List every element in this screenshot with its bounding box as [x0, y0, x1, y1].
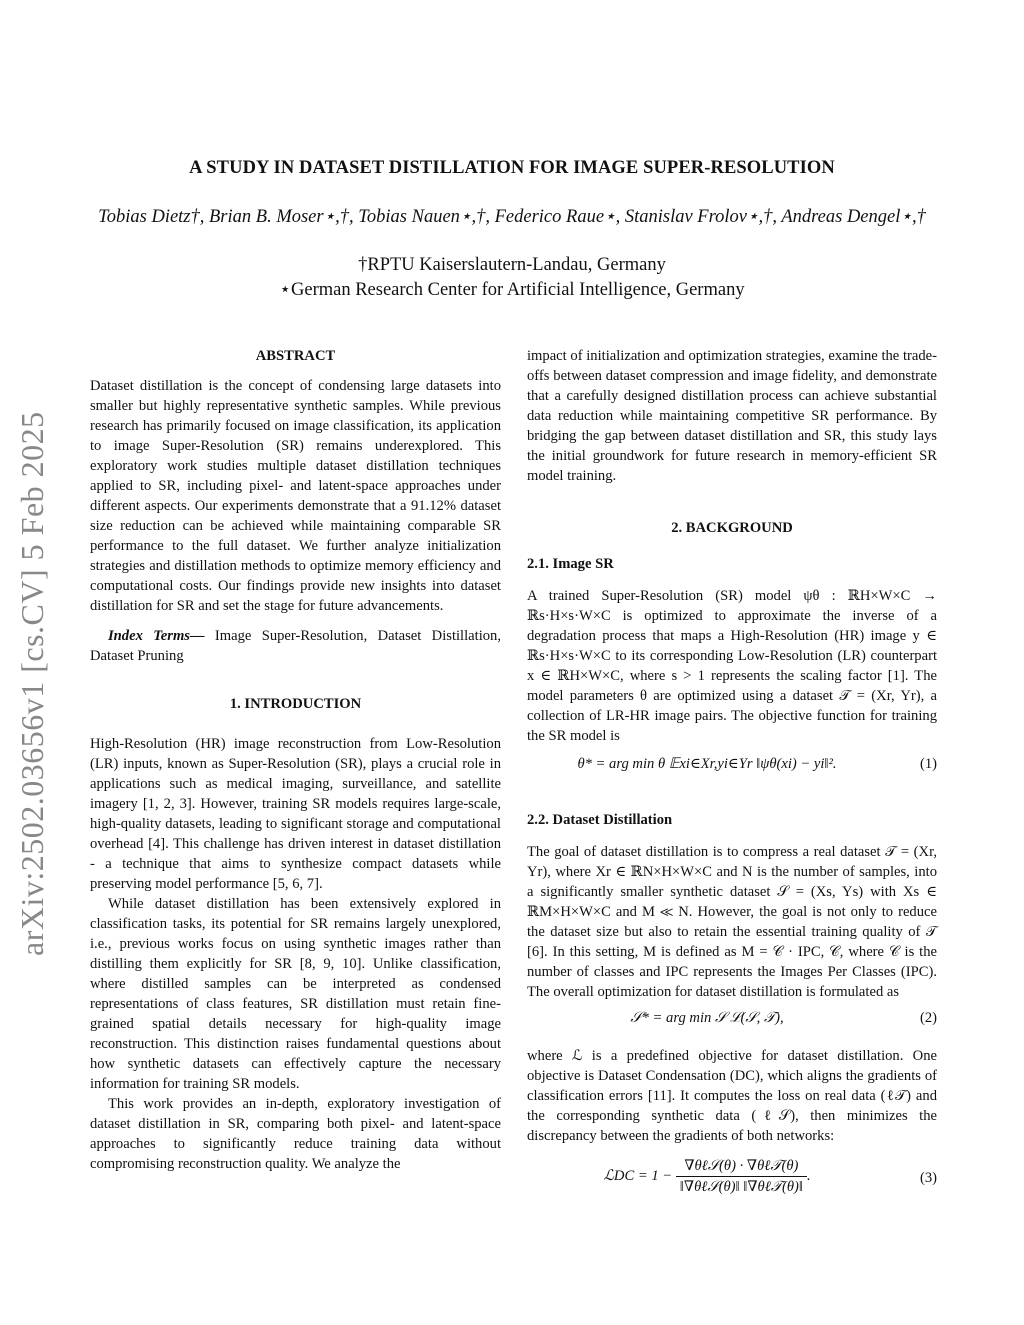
background-heading: 2. BACKGROUND — [671, 520, 793, 536]
equation-3-numerator: ∇θℓ𝒮(θ) · ∇θℓ𝒯(θ) — [676, 1156, 807, 1177]
intro-paragraph-3-continued: impact of initialization and optimization strategies, examine the trade-offs between dataset compression and image fidelity, and demonstrate that a carefully designed distillation process can achieve substantial data reduction while maintaining competitive SR performance. By bridging the gap between dataset distillation and SR, this study lays the initial groundwork for future research in memory-efficient SR model training. — [527, 348, 937, 484]
equation-3-number: (3) — [919, 1170, 937, 1186]
equation-1 — [527, 754, 937, 776]
subsection-dataset-distillation: 2.2. Dataset Distillation — [527, 812, 673, 828]
equation-2 — [527, 1008, 937, 1030]
index-terms-label: Index Terms— — [108, 628, 205, 644]
affiliation-2: ⋆German Research Center for Artificial Intelligence, Germany — [279, 280, 745, 300]
dataset-distillation-paragraph-1: The goal of dataset distillation is to compress a real dataset 𝒯 = (Xr, Yr), where Xr ∈ ℝN×H×W×C and N is the number of samples, into a significantly smaller synthetic dataset 𝒮 = (Xs, Ys) with Xs ∈ ℝM×H×W×C and M ≪ N. However, the goal is not only to reduce the dataset size but also to retain the essential training quality of 𝒯 [6]. In this setting, M is defined as M = 𝒞 · IPC, 𝒞, where 𝒞 is the number of classes and IPC represents the Images Per Classes (IPC). The overall optimization for dataset distillation is formulated as — [527, 844, 937, 1000]
paper-title: A STUDY IN DATASET DISTILLATION FOR IMAGE SUPER-RESOLUTION — [189, 158, 835, 178]
intro-paragraph-3: This work provides an in-depth, exploratory investigation of dataset distillation in SR, comparing both pixel- and latent-space approaches to significantly reduce training data without compromising reconstruction quality. We analyze the — [90, 1096, 501, 1172]
arxiv-identifier: arXiv:2502.03656v1 [cs.CV] 5 Feb 2025 — [14, 411, 50, 956]
equation-1-expression: θ* = arg min θ 𝔼xi∈Xr,yi∈Yr ‖ψθ(xi) − yi‖². — [577, 756, 837, 772]
abstract-text: Dataset distillation is the concept of condensing large datasets into smaller but highly representative synthetic samples. While previous research has primarily focused on image classification, its application to image Super-Resolution (SR) remains underexplored. This exploratory work studies multiple dataset distillation techniques applied to SR, including pixel- and latent-space approaches under different aspects. Our experiments demonstrate that a 91.12% dataset size reduction can be achieved while maintaining comparable SR performance to the full dataset. We further analyze initialization strategies and distillation methods to optimize memory efficiency and computational costs. Our findings provide new insights into dataset distillation for SR and set the stage for future advancements. — [90, 378, 501, 614]
abstract-heading: ABSTRACT — [255, 348, 336, 364]
intro-paragraph-1: High-Resolution (HR) image reconstruction from Low-Resolution (LR) inputs, known as Super-Resolution (SR), plays a crucial role in applications such as medical imaging, surveillance, and satellite imagery [1, 2, 3]. However, training SR models requires large-scale, high-quality datasets, leading to significant storage and computational overhead [4]. This challenge has driven interest in dataset distillation - a technique that aims to synthesize compact datasets while preserving model performance [5, 6, 7]. — [90, 736, 501, 892]
equation-3-lhs: ℒDC = 1 − — [603, 1167, 673, 1184]
equation-3-denominator: ‖∇θℓ𝒮(θ)‖ ‖∇θℓ𝒯(θ)‖ — [679, 1179, 803, 1195]
equation-3-expression: ℒDC = 1 − $\frac{\text{∇θℓ𝒮(θ) · ∇θℓ𝒯(θ)}}{\text{‖∇θℓ𝒮(θ)‖ ‖∇θℓ𝒯(θ)‖}}$ . — [603, 1158, 811, 1195]
subsection-image-sr: 2.1. Image SR — [527, 556, 614, 572]
equation-2-number: (2) — [919, 1010, 937, 1026]
intro-heading: 1. INTRODUCTION — [229, 696, 362, 712]
left-column — [90, 346, 501, 1174]
right-column — [527, 346, 937, 1200]
equation-3-fraction — [676, 1156, 807, 1197]
image-sr-paragraph: A trained Super-Resolution (SR) model ψθ : ℝH×W×C → ℝs·H×s·W×C is optimized to approximate the inverse of a degradation process that maps a High-Resolution (HR) image y ∈ ℝs·H×s·W×C to its corresponding Low-Resolution (LR) counterpart x ∈ ℝH×W×C, where s > 1 represents the scaling factor [1]. The model parameters θ are optimized using a dataset 𝒯 = (Xr, Yr), a collection of LR-HR image pairs. The objective function for training the SR model is — [527, 588, 937, 744]
equation-3 — [527, 1156, 937, 1200]
author-list: Tobias Dietz†, Brian B. Moser⋆,†, Tobias Nauen⋆,†, Federico Raue⋆, Stanislav Frolov⋆,†, Andreas Dengel⋆,† — [98, 207, 926, 227]
equation-1-number: (1) — [919, 756, 937, 772]
index-terms — [90, 626, 501, 666]
affiliation-1: †RPTU Kaiserslautern-Landau, Germany — [358, 255, 666, 275]
index-terms-text: Image Super-Resolution, Dataset Distillation, Dataset Pruning — [90, 628, 501, 664]
dataset-distillation-paragraph-2: where ℒ is a predefined objective for dataset distillation. One objective is Dataset Condensation (DC), which aligns the gradients of classification errors [11]. It computes the loss on real data (ℓ𝒯) and the corresponding synthetic data (ℓ𝒮), then minimizes the discrepancy between the gradients of both networks: — [527, 1048, 937, 1144]
intro-paragraph-2: While dataset distillation has been extensively explored in classification tasks, its potential for SR remains largely unexplored, i.e., previous works focus on using synthetic images rather than distilling them explicitly for SR [8, 9, 10]. Unlike classification, where distilled samples can be interpreted as condensed representations of class features, SR distillation must retain fine-grained spatial details necessary for high-quality image reconstruction. This distinction raises fundamental questions about how synthetic datasets can effectively capture the necessary information for training SR models. — [90, 896, 501, 1092]
equation-2-expression: 𝒮* = arg min 𝒮 ℒ(𝒮, 𝒯), — [630, 1010, 784, 1026]
